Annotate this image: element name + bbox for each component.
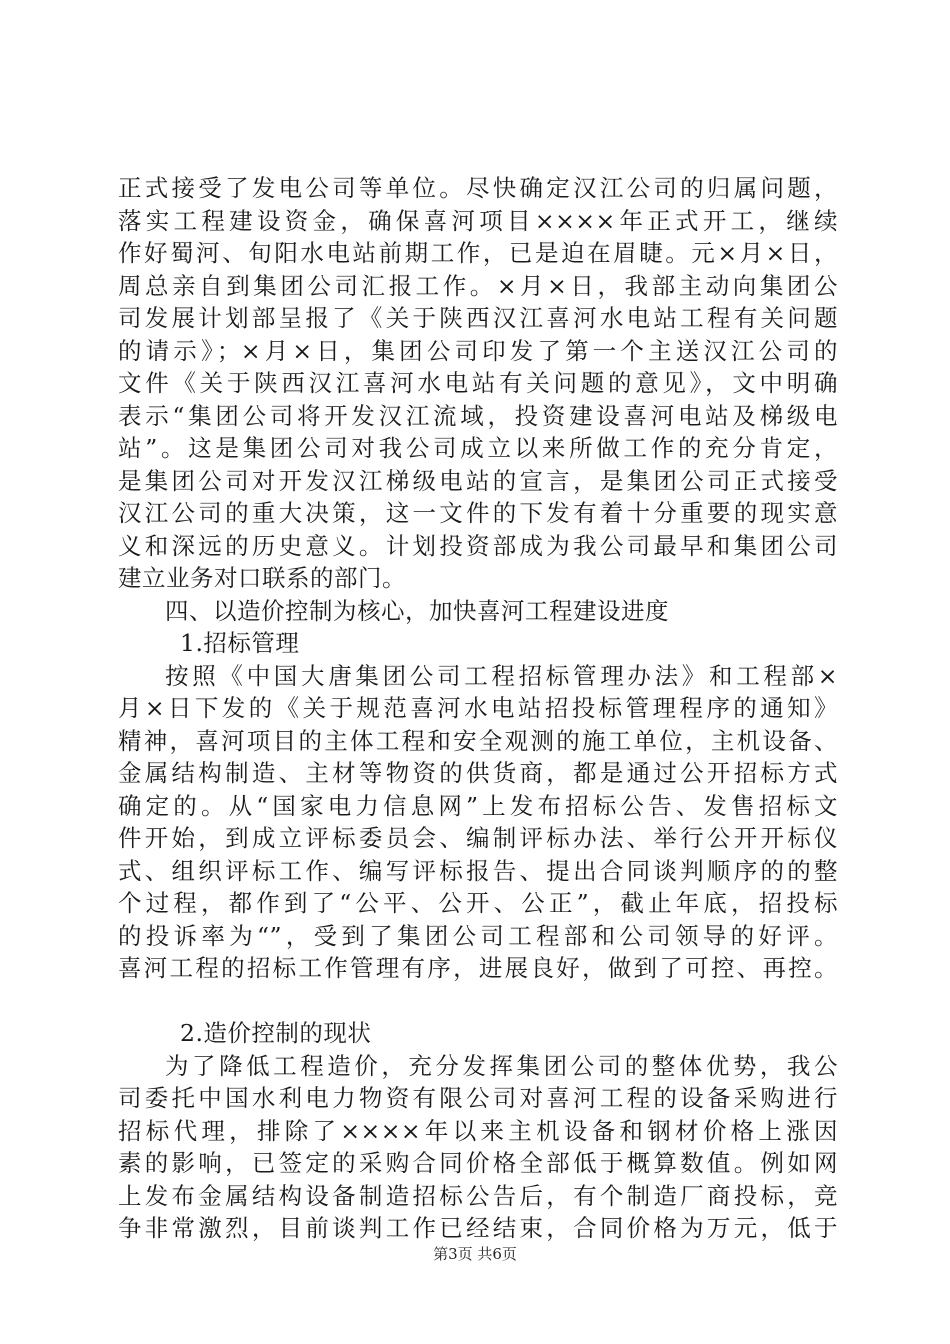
paragraph-line: 素的影响，已签定的采购合同价格全部低于概算数值。例如网	[118, 1149, 838, 1177]
paragraph-line: 确定的。从“国家电力信息网”上发布招标公告、发售招标文	[118, 791, 838, 820]
paragraph-line: 喜河工程的招标工作管理有序，进展良好，做到了可控、再控。	[118, 954, 838, 982]
page-number-footer: 第3页 共6页	[433, 1245, 517, 1263]
paragraph-line: 司委托中国水利电力物资有限公司对喜河工程的设备采购进行	[118, 1084, 838, 1112]
subsection-title: 2.造价控制的现状	[180, 1019, 372, 1047]
paragraph-line: 金属结构制造、主材等物资的供货商，都是通过公开招标方式	[118, 759, 838, 787]
document-body	[118, 172, 838, 1245]
paragraph-line: 的请示》；×月×日，集团公司印发了第一个主送汉江公司的	[118, 336, 838, 365]
paragraph-line: 正式接受了发电公司等单位。尽快确定汉江公司的归属问题，	[118, 174, 838, 202]
paragraph-line: 个过程，都作到了“公平、公开、公正”，截止年底，招投标	[118, 889, 838, 917]
paragraph-line: 式、组织评标工作、编写评标报告、提出合同谈判顺序的的整	[118, 856, 838, 885]
blank-line	[118, 985, 838, 1018]
paragraph-line: 作好蜀河、旬阳水电站前期工作，已是迫在眉睫。元×月×日，	[118, 239, 838, 267]
subsection-title: 1.招标管理	[180, 629, 300, 657]
paragraph-line: 按照《中国大唐集团公司工程招标管理办法》和工程部×	[165, 661, 838, 690]
paragraph-line: 建立业务对口联系的部门。	[118, 564, 406, 592]
paragraph-line: 落实工程建设资金，确保喜河项目××××年正式开工，继续	[118, 206, 838, 235]
paragraph-line: 司发展计划部呈报了《关于陕西汉江喜河水电站工程有关问题	[118, 304, 838, 332]
paragraph-line: 上发布金属结构设备制造招标公告后，有个制造厂商投标，竞	[118, 1181, 838, 1210]
paragraph-line: 精神，喜河项目的主体工程和安全观测的施工单位，主机设备、	[118, 726, 838, 755]
paragraph-line: 站”。这是集团公司对我公司成立以来所做工作的充分肯定，	[118, 434, 838, 462]
paragraph-line: 招标代理，排除了××××年以来主机设备和钢材价格上涨因	[118, 1116, 838, 1145]
paragraph-line: 为了降低工程造价，充分发挥集团公司的整体优势，我公	[165, 1051, 838, 1080]
paragraph-line: 汉江公司的重大决策，这一文件的下发有着十分重要的现实意	[118, 499, 838, 527]
paragraph-line: 争非常激烈，目前谈判工作已经结束，合同价格为万元，低于	[118, 1214, 838, 1242]
paragraph-line: 周总亲自到集团公司汇报工作。×月×日，我部主动向集团公	[118, 271, 838, 300]
paragraph-line: 表示“集团公司将开发汉江流域，投资建设喜河电站及梯级电	[118, 401, 838, 430]
paragraph-line: 是集团公司对开发汉江梯级电站的宣言，是集团公司正式接受	[118, 466, 838, 495]
paragraph-line: 文件《关于陕西汉江喜河水电站有关问题的意见》，文中明确	[118, 369, 838, 397]
paragraph-line: 月×日下发的《关于规范喜河水电站招投标管理程序的通知》	[118, 694, 838, 722]
paragraph-line: 件开始，到成立评标委员会、编制评标办法、举行公开开标仪	[118, 824, 838, 852]
paragraph-line: 的投诉率为“”，受到了集团公司工程部和公司领导的好评。	[118, 921, 838, 950]
paragraph-line: 义和深远的历史意义。计划投资部成为我公司最早和集团公司	[118, 531, 838, 560]
section-heading: 四、以造价控制为核心，加快喜河工程建设进度	[165, 596, 669, 625]
